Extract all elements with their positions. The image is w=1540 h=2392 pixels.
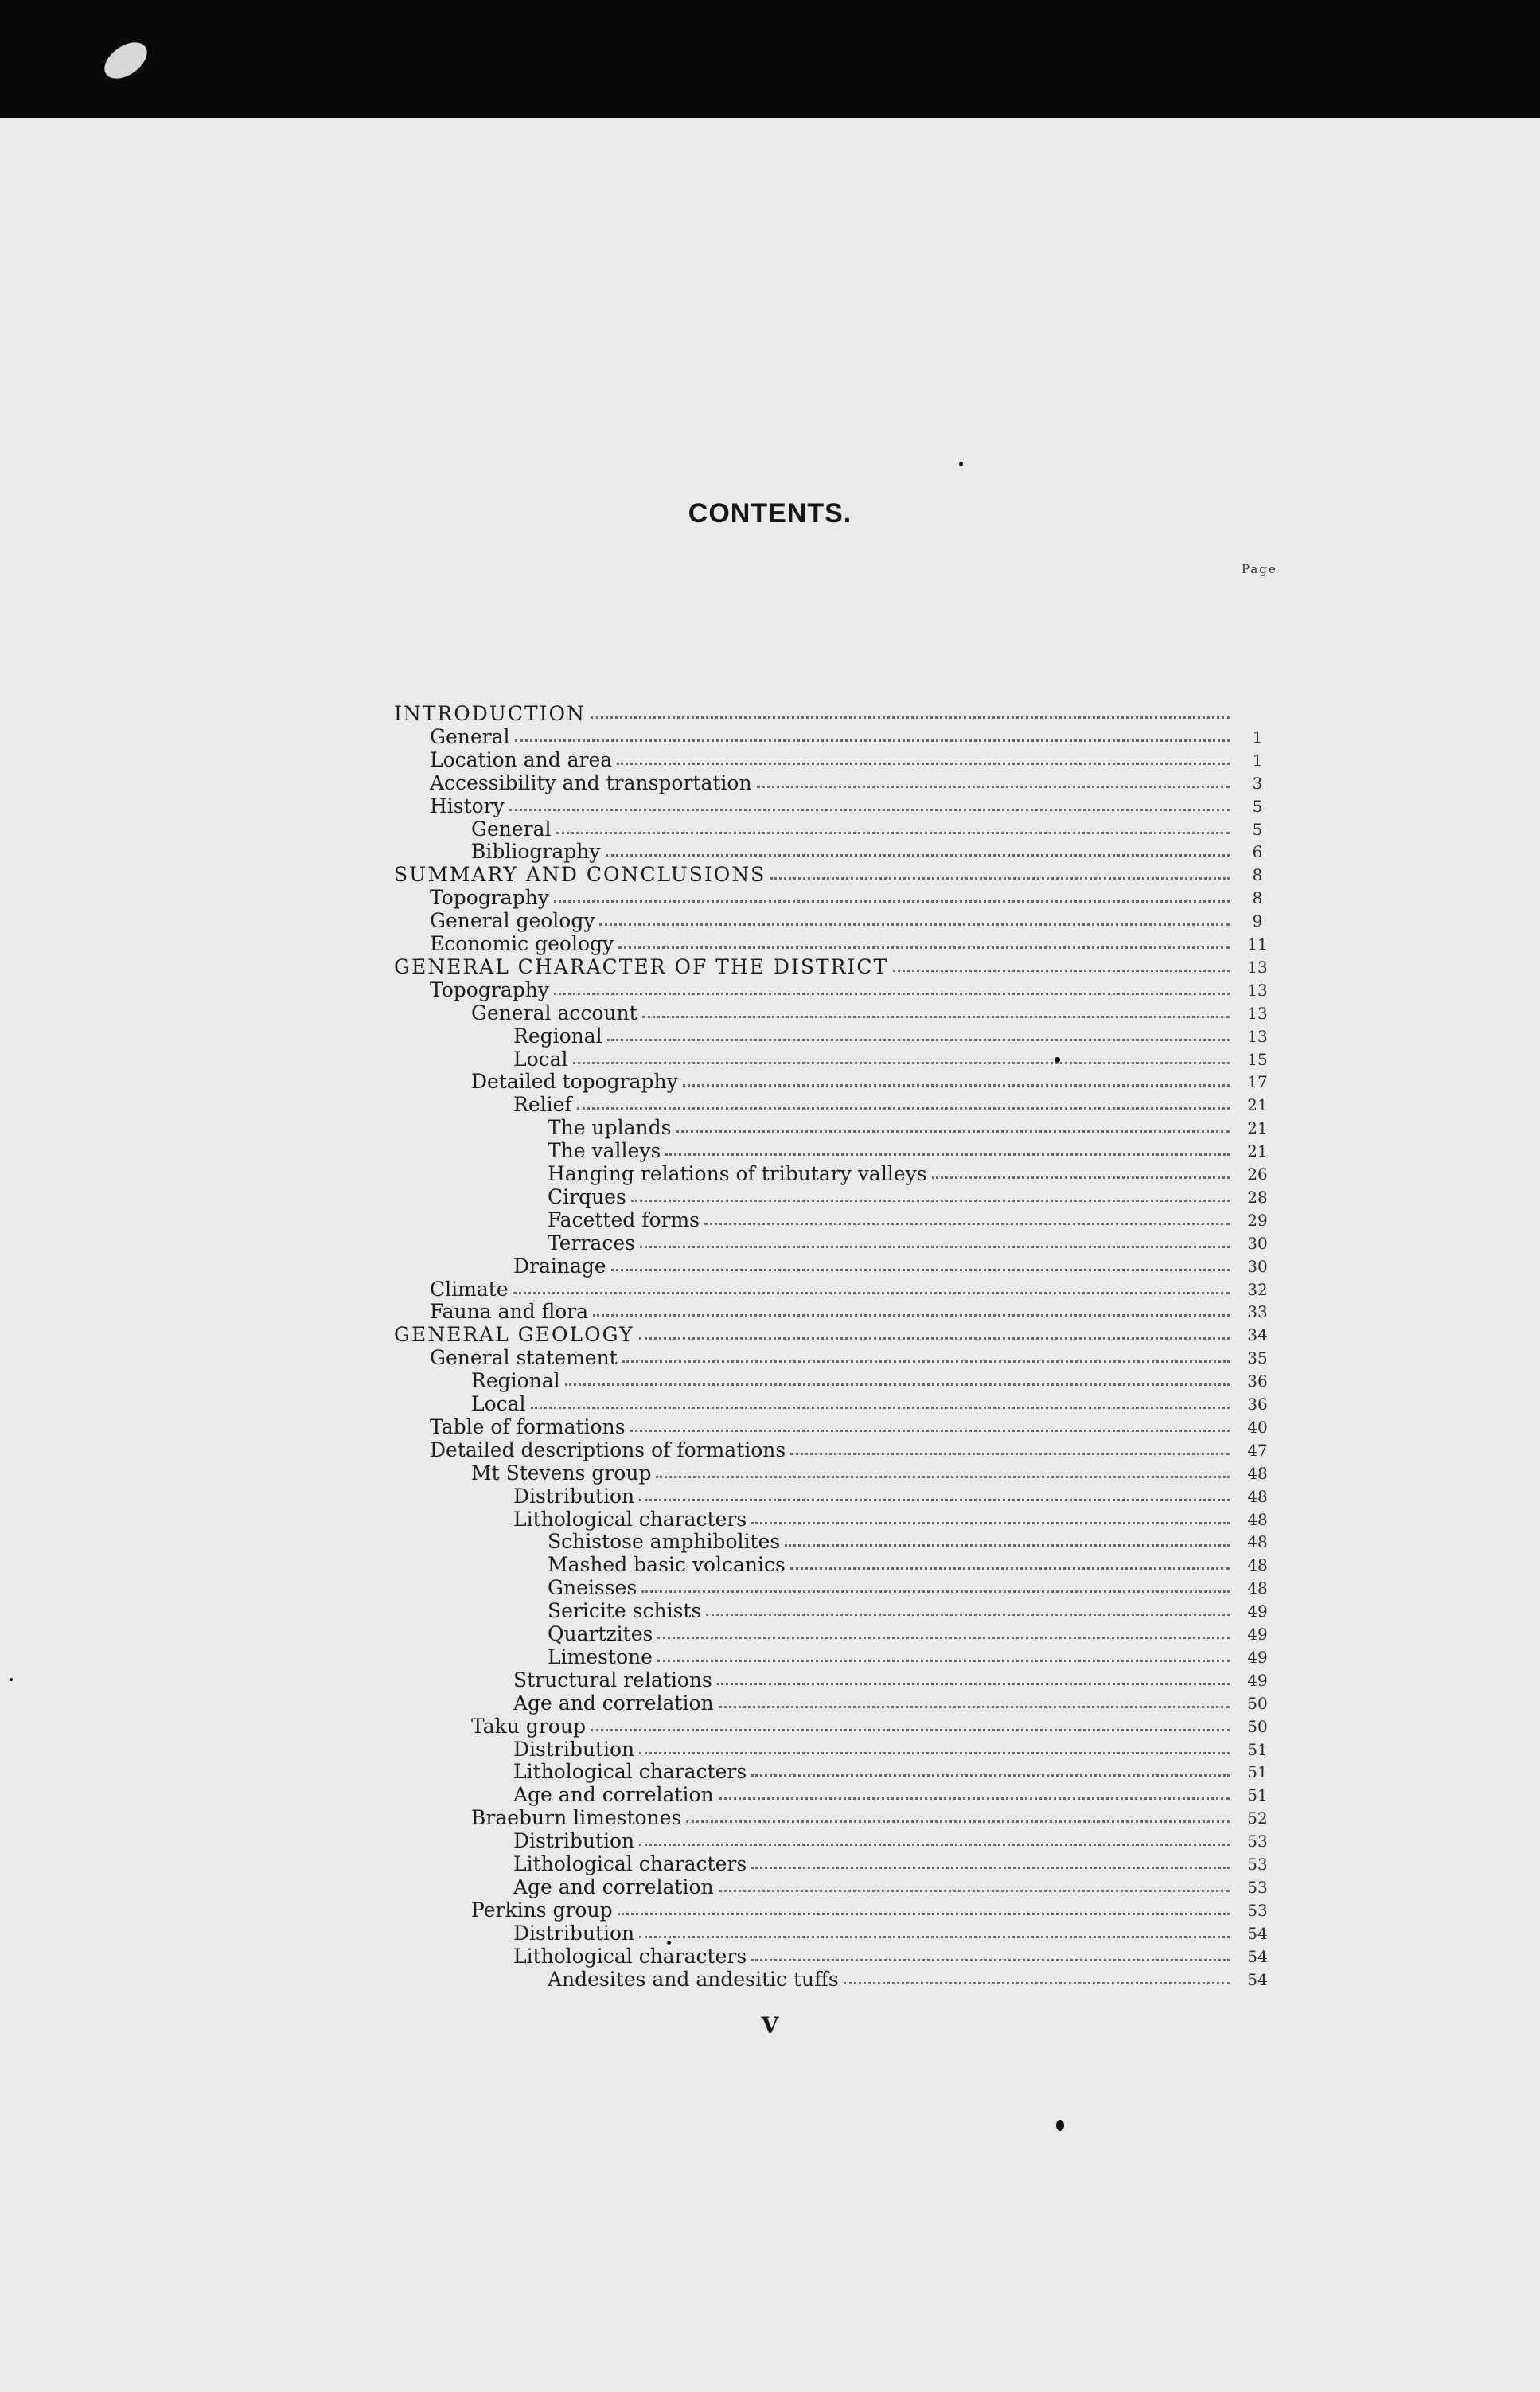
page-folio: V [761,2012,779,2039]
dot-leader [630,1430,1230,1432]
toc-entry-label: Location and area [430,748,613,771]
dot-leader [640,1246,1230,1248]
dot-leader [657,1637,1230,1639]
toc-entry [430,726,1230,748]
dot-leader [932,1176,1230,1179]
toc-entry-label: The valleys [548,1139,661,1162]
dot-leader [706,1614,1230,1616]
toc-entry-page-number: 50 [1247,1694,1268,1713]
toc-entry-page-number: 11 [1247,935,1268,954]
toc-entry [394,1324,1230,1346]
toc-entry-page-number: 13 [1247,1004,1268,1023]
dot-leader [607,1039,1230,1041]
toc-entry [548,1117,1230,1139]
toc-entry-label: SUMMARY AND CONCLUSIONS [394,863,766,886]
toc-entry-label: Distribution [513,1738,635,1761]
dot-leader [719,1797,1230,1800]
toc-entry-label: Topography [430,886,549,909]
dot-leader [656,1476,1230,1478]
dot-leader [593,1314,1230,1317]
toc-entry [430,772,1230,794]
toc-entry-label: Taku group [471,1715,586,1738]
dot-leader [531,1407,1230,1409]
dot-leader [606,854,1230,857]
toc-entry-label: Cirques [548,1185,626,1208]
toc-entry-label: Detailed descriptions of formations [430,1438,786,1461]
toc-entry-page-number: 51 [1247,1740,1268,1759]
toc-entry-page-number: 29 [1247,1211,1268,1230]
dot-leader [618,1913,1230,1915]
toc-entry [548,1163,1230,1185]
toc-entry-page-number: 32 [1247,1280,1268,1299]
toc-entry-label: Mt Stevens group [471,1461,652,1485]
toc-entry-page-number: 35 [1247,1348,1268,1368]
dot-leader [751,1522,1230,1524]
toc-entry-label: Distribution [513,1485,635,1508]
dot-leader [565,1383,1230,1386]
dot-leader [686,1820,1230,1823]
toc-entry [513,1025,1230,1048]
toc-entry-label: Distribution [513,1922,635,1945]
toc-entry [513,1255,1230,1278]
toc-entry-label: General geology [430,909,595,932]
dot-leader [622,1360,1230,1363]
dot-leader [790,1453,1230,1455]
dot-leader [509,809,1230,811]
toc-entry-page-number: 54 [1247,1924,1268,1943]
toc-entry-label: Table of formations [430,1415,626,1438]
toc-entry [548,1577,1230,1599]
toc-entry-label: Schistose amphibolites [548,1530,781,1553]
dot-leader [785,1544,1230,1547]
dot-leader [611,1269,1230,1271]
toc-entry-label: GENERAL GEOLOGY [394,1323,634,1346]
toc-entry-page-number: 5 [1252,820,1263,839]
toc-entry-label: Accessibility and transportation [430,771,752,794]
toc-entry-page-number: 1 [1252,751,1263,770]
dot-leader [577,1107,1230,1110]
toc-entry-page-number: 34 [1247,1325,1268,1344]
toc-entry-page-number: 53 [1247,1878,1268,1897]
toc-entry [513,1876,1230,1898]
toc-entry-page-number: 52 [1247,1809,1268,1828]
toc-entry-page-number: 30 [1247,1257,1268,1276]
dot-leader [641,1590,1230,1593]
toc-entry-page-number: 48 [1247,1532,1268,1551]
toc-entry-page-number: 21 [1247,1118,1268,1137]
toc-entry-label: Fauna and flora [430,1300,589,1323]
toc-entry-label: Limestone [548,1645,653,1668]
toc-entry-label: Structural relations [513,1668,712,1692]
dot-leader [639,1936,1230,1938]
dot-leader [757,786,1230,788]
dot-leader [676,1130,1230,1133]
toc-entry-page-number: 51 [1247,1785,1268,1805]
toc-entry [513,1048,1230,1071]
page-column-heading: Page [1242,562,1277,576]
toc-entry-label: Braeburn limestones [471,1806,682,1829]
toc-entry-page-number: 47 [1247,1441,1268,1460]
dot-leader [719,1706,1230,1708]
scan-speck [959,462,963,466]
toc-entry-label: General account [471,1001,637,1024]
dot-leader [844,1982,1230,1984]
toc-entry-page-number: 13 [1247,1027,1268,1046]
dot-leader [639,1752,1230,1754]
toc-entry-label: Detailed topography [471,1070,678,1093]
dot-leader [704,1223,1230,1225]
toc-entry [548,1140,1230,1162]
toc-entry-label: Age and correlation [513,1692,714,1715]
dot-leader [591,1729,1230,1731]
toc-entry [471,1807,1230,1829]
dot-leader [642,1016,1230,1018]
toc-entry-page-number: 17 [1247,1072,1268,1091]
toc-entry [513,1485,1230,1508]
toc-entry [548,1531,1230,1553]
toc-entry-label: Climate [430,1278,509,1301]
dot-leader [719,1890,1230,1892]
toc-entry [513,1853,1230,1875]
toc-entry [430,1278,1230,1301]
toc-entry [430,1347,1230,1369]
toc-entry-label: Lithological characters [513,1945,747,1968]
toc-entry-page-number: 5 [1252,797,1263,816]
toc-entry-label: Mashed basic volcanics [548,1553,786,1576]
dot-leader [893,970,1230,972]
toc-entry [394,864,1230,886]
toc-entry [471,1715,1230,1738]
dot-leader [657,1660,1230,1662]
toc-entry-label: Relief [513,1093,572,1116]
toc-entry-label: Sericite schists [548,1599,702,1622]
toc-entry-page-number: 48 [1247,1578,1268,1598]
toc-entry-label: Regional [513,1024,602,1048]
toc-entry-page-number: 49 [1247,1602,1268,1621]
toc-entry-page-number: 13 [1247,981,1268,1000]
toc-entry [548,1623,1230,1645]
dot-leader [513,1292,1230,1294]
toc-entry-label: General [471,817,552,841]
toc-entry [513,1669,1230,1692]
toc-entry-label: Quartzites [548,1622,653,1645]
dot-leader [751,1867,1230,1869]
toc-entry-page-number: 48 [1247,1510,1268,1529]
toc-entry [471,1899,1230,1922]
toc-entry-label: Bibliography [471,840,601,863]
toc-entry [548,1209,1230,1231]
toc-entry-page-number: 9 [1252,911,1263,931]
toc-entry-label: Age and correlation [513,1875,714,1898]
toc-entry [471,1370,1230,1392]
toc-entry [430,887,1230,909]
toc-entry-page-number: 48 [1247,1487,1268,1506]
toc-entry-page-number: 48 [1247,1464,1268,1483]
toc-entry [471,1071,1230,1093]
toc-entry-page-number: 50 [1247,1717,1268,1736]
toc-entry-page-number: 36 [1247,1395,1268,1414]
dot-leader [665,1153,1230,1156]
toc-entry-label: Perkins group [471,1898,613,1922]
toc-entry-page-number: 13 [1247,958,1268,977]
dot-leader [770,877,1230,880]
scan-speck [1056,2120,1064,2131]
toc-entry [513,1738,1230,1761]
toc-entry [430,795,1230,817]
toc-entry-page-number: 48 [1247,1555,1268,1575]
contents-title: CONTENTS. [688,498,852,529]
dot-leader [631,1200,1230,1202]
toc-entry-label: Drainage [513,1255,606,1278]
toc-entry-page-number: 1 [1252,728,1263,747]
toc-entry [513,1830,1230,1852]
toc-entry [548,1554,1230,1576]
toc-entry [471,841,1230,863]
dot-leader [573,1062,1230,1064]
toc-entry [430,1439,1230,1461]
scan-top-border [0,0,1540,119]
dot-leader [556,832,1230,834]
toc-entry [548,1186,1230,1208]
toc-entry-label: History [430,794,505,817]
toc-entry-label: General [430,725,510,748]
toc-entry-page-number: 30 [1247,1234,1268,1253]
dot-leader [717,1683,1230,1685]
toc-entry-page-number: 28 [1247,1188,1268,1207]
toc-entry-label: Lithological characters [513,1852,747,1875]
dot-leader [639,1337,1230,1340]
toc-entry-label: Regional [471,1369,560,1392]
toc-entry-label: Hanging relations of tributary valleys [548,1162,927,1185]
toc-entry [513,1922,1230,1945]
dot-leader [554,993,1230,995]
toc-entry [548,1646,1230,1668]
toc-entry [471,1393,1230,1415]
toc-entry-page-number: 15 [1247,1050,1268,1069]
toc-entry [471,818,1230,841]
toc-entry-page-number: 33 [1247,1302,1268,1321]
toc-entry-label: Age and correlation [513,1783,714,1806]
toc-entry [513,1508,1230,1531]
toc-entry-page-number: 36 [1247,1372,1268,1391]
toc-entry [513,1784,1230,1806]
toc-entry-page-number: 26 [1247,1165,1268,1184]
toc-entry-label: Facetted forms [548,1208,700,1231]
dot-leader [599,923,1230,926]
toc-entry-label: Lithological characters [513,1760,747,1783]
toc-entry-page-number: 8 [1252,888,1263,907]
toc-entry-label: Andesites and andesitic tuffs [548,1968,839,1991]
toc-entry-page-number: 49 [1247,1648,1268,1667]
toc-entry [471,1002,1230,1024]
dot-leader [515,739,1230,742]
toc-entry [430,749,1230,771]
toc-entry-label: General statement [430,1346,618,1369]
toc-entry-label: Local [471,1392,526,1415]
toc-entry [513,1692,1230,1715]
toc-entry [430,1416,1230,1438]
dot-leader [639,1499,1230,1501]
toc-entry-label: Topography [430,978,549,1001]
toc-entry-page-number: 53 [1247,1901,1268,1920]
dot-leader [683,1084,1230,1087]
toc-entry-label: Gneisses [548,1576,637,1599]
dot-leader [618,946,1230,949]
scanned-page [0,118,1540,2392]
toc-entry-page-number: 51 [1247,1762,1268,1781]
toc-entry-label: Lithological characters [513,1508,747,1531]
toc-entry-page-number: 40 [1247,1418,1268,1437]
toc-entry [548,1232,1230,1255]
toc-entry-page-number: 54 [1247,1947,1268,1966]
toc-entry-page-number: 3 [1252,774,1263,793]
toc-entry [394,703,1230,725]
toc-entry-page-number: 54 [1247,1970,1268,1989]
dot-leader [554,900,1230,903]
toc-entry [548,1600,1230,1622]
dot-leader [751,1774,1230,1777]
scan-speck [10,1678,13,1681]
toc-entry [430,1301,1230,1323]
toc-entry [548,1969,1230,1991]
toc-entry-label: Terraces [548,1231,635,1255]
toc-entry-page-number: 8 [1252,865,1263,884]
dot-leader [751,1959,1230,1961]
toc-entry-page-number: 49 [1247,1671,1268,1690]
toc-entry-page-number: 21 [1247,1095,1268,1114]
toc-entry-label: Economic geology [430,932,614,955]
dot-leader [639,1844,1230,1846]
dot-leader [790,1567,1230,1570]
toc-entry [394,956,1230,978]
toc-entry-page-number: 53 [1247,1832,1268,1851]
toc-entry-page-number: 6 [1252,842,1263,861]
toc-entry [513,1094,1230,1116]
toc-entry [513,1945,1230,1968]
toc-entry [430,910,1230,932]
toc-entry-label: INTRODUCTION [394,702,586,725]
toc-entry [430,979,1230,1001]
toc-entry [513,1761,1230,1783]
toc-entry-label: Local [513,1048,568,1071]
toc-entry [471,1462,1230,1485]
toc-entry-label: The uplands [548,1116,672,1139]
toc-entry [430,933,1230,955]
toc-entry-page-number: 53 [1247,1855,1268,1874]
toc-entry-page-number: 49 [1247,1625,1268,1644]
toc-entry-label: Distribution [513,1829,635,1852]
dot-leader [617,763,1230,765]
toc-entry-label: GENERAL CHARACTER OF THE DISTRICT [394,955,889,978]
dot-leader [591,716,1230,719]
toc-entry-page-number: 21 [1247,1141,1268,1161]
